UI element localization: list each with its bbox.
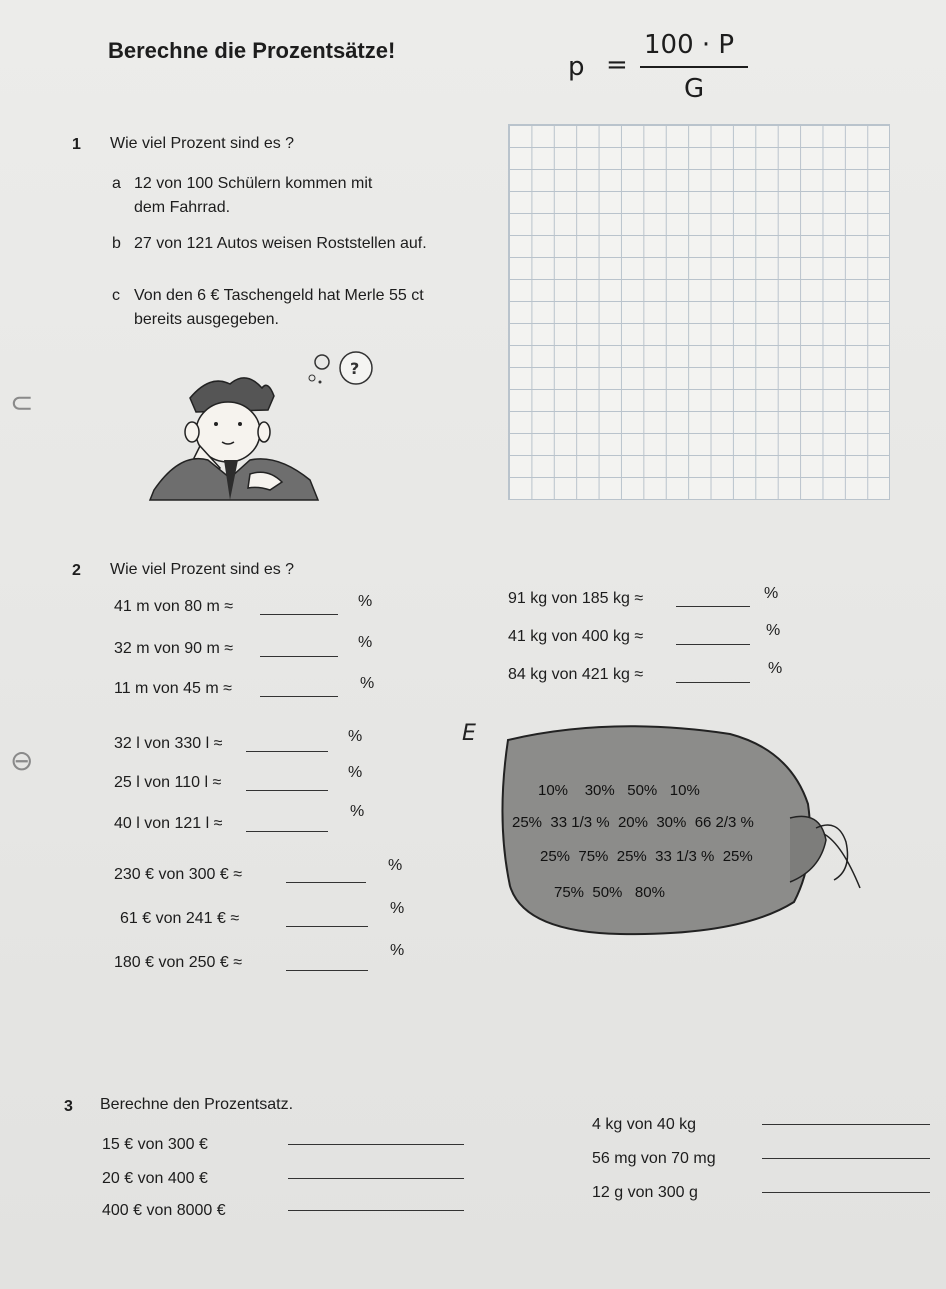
sack-value: 50% bbox=[592, 884, 623, 901]
sack-value: 20% bbox=[617, 814, 648, 831]
sack-value: 50% bbox=[627, 782, 658, 799]
percent-sign: % bbox=[390, 900, 405, 917]
percent-sign: % bbox=[766, 622, 781, 639]
margin-mark-top: ⊂ bbox=[10, 387, 34, 418]
task1-c-line1: Von den 6 € Taschengeld hat Merle 55 ct bbox=[134, 287, 424, 304]
task3-left-blank-2[interactable] bbox=[288, 1178, 464, 1179]
sack-row-2 bbox=[512, 814, 754, 831]
fraction-bar bbox=[640, 66, 748, 68]
percent-sign: % bbox=[764, 585, 779, 602]
task2-left-row-5: 25 l von 110 l ≈ bbox=[114, 774, 222, 791]
answer-sack-illustration bbox=[462, 710, 870, 960]
sack-value: 10% bbox=[669, 782, 700, 799]
task2-right-blank-1[interactable] bbox=[676, 606, 750, 607]
percent-sign: % bbox=[348, 728, 363, 745]
percent-sign: % bbox=[348, 764, 363, 781]
sack-value: 33 1/3 % bbox=[655, 848, 715, 865]
task1-b-letter: b bbox=[112, 235, 121, 252]
task2-left-blank-2[interactable] bbox=[260, 656, 338, 657]
percent-sign: % bbox=[768, 660, 783, 677]
percent-sign: % bbox=[358, 593, 373, 610]
task1-a-line1: 12 von 100 Schülern kommen mit bbox=[134, 175, 373, 192]
task1-number: 1 bbox=[72, 136, 81, 153]
task3-right-row-1: 4 kg von 40 kg bbox=[592, 1116, 697, 1133]
task3-right-row-3: 12 g von 300 g bbox=[592, 1184, 698, 1201]
formula-denominator: G bbox=[684, 74, 705, 104]
task2-right-row-2: 41 kg von 400 kg ≈ bbox=[508, 628, 644, 645]
percent-sign: % bbox=[360, 675, 375, 692]
sack-value: 75% bbox=[554, 884, 585, 901]
sack-row-4 bbox=[554, 884, 665, 901]
task3-left-row-3: 400 € von 8000 € bbox=[102, 1202, 226, 1219]
task3-heading: Berechne den Prozentsatz. bbox=[100, 1096, 294, 1113]
formula-equals: = bbox=[606, 50, 628, 80]
task2-right-row-1: 91 kg von 185 kg ≈ bbox=[508, 590, 644, 607]
sack-value: 10% bbox=[538, 782, 569, 799]
sack-value: 33 1/3 % bbox=[550, 814, 610, 831]
percent-sign: % bbox=[390, 942, 405, 959]
task2-left-blank-9[interactable] bbox=[286, 970, 368, 971]
answer-grid[interactable] bbox=[508, 124, 890, 500]
task2-left-row-3: 11 m von 45 m ≈ bbox=[114, 680, 232, 697]
sack-value: 30% bbox=[656, 814, 687, 831]
thought-bubble-question: ? bbox=[350, 359, 360, 378]
task2-left-row-9: 180 € von 250 € ≈ bbox=[114, 954, 242, 971]
task2-left-blank-4[interactable] bbox=[246, 751, 328, 752]
task3-left-blank-3[interactable] bbox=[288, 1210, 464, 1211]
sack-letter: E bbox=[462, 721, 476, 746]
task1-a-line2: dem Fahrrad. bbox=[134, 199, 231, 216]
task3-right-blank-3[interactable] bbox=[762, 1192, 930, 1193]
task1-b-line1: 27 von 121 Autos weisen Roststellen auf. bbox=[134, 235, 427, 252]
task2-right-row-3: 84 kg von 421 kg ≈ bbox=[508, 666, 644, 683]
sack-value: 25% bbox=[722, 848, 753, 865]
task2-left-blank-7[interactable] bbox=[286, 882, 366, 883]
sack-value: 80% bbox=[634, 884, 665, 901]
sack-value: 75% bbox=[578, 848, 609, 865]
worksheet-title: Berechne die Prozentsätze! bbox=[108, 38, 396, 63]
task2-left-blank-3[interactable] bbox=[260, 696, 338, 697]
task2-right-blank-2[interactable] bbox=[676, 644, 750, 645]
task2-left-row-6: 40 l von 121 l ≈ bbox=[114, 815, 223, 832]
task2-left-row-2: 32 m von 90 m ≈ bbox=[114, 640, 234, 657]
task3-number: 3 bbox=[64, 1098, 73, 1115]
task2-left-blank-6[interactable] bbox=[246, 831, 328, 832]
formula-numerator: 100 · P bbox=[644, 30, 735, 60]
task1-a-letter: a bbox=[112, 175, 121, 192]
task2-left-blank-8[interactable] bbox=[286, 926, 368, 927]
task3-right-blank-1[interactable] bbox=[762, 1124, 930, 1125]
sack-row-1 bbox=[538, 782, 700, 799]
sack-row-3 bbox=[540, 848, 753, 865]
task2-left-row-1: 41 m von 80 m ≈ bbox=[114, 598, 234, 615]
task3-left-blank-1[interactable] bbox=[288, 1144, 464, 1145]
task1-heading: Wie viel Prozent sind es ? bbox=[110, 135, 295, 152]
sack-value: 25% bbox=[512, 814, 543, 831]
task2-left-row-4: 32 l von 330 l ≈ bbox=[114, 735, 223, 752]
task3-right-row-2: 56 mg von 70 mg bbox=[592, 1150, 716, 1167]
task2-left-blank-1[interactable] bbox=[260, 614, 338, 615]
task2-heading: Wie viel Prozent sind es ? bbox=[110, 561, 295, 578]
task3-right-blank-2[interactable] bbox=[762, 1158, 930, 1159]
formula-lhs: p bbox=[568, 52, 585, 82]
task2-right-blank-3[interactable] bbox=[676, 682, 750, 683]
task1-c-letter: c bbox=[112, 287, 120, 304]
task3-left-row-1: 15 € von 300 € bbox=[102, 1136, 208, 1153]
sack-value: 30% bbox=[584, 782, 615, 799]
task2-number: 2 bbox=[72, 562, 81, 579]
thinking-boy-illustration bbox=[150, 340, 410, 510]
percent-sign: % bbox=[358, 634, 373, 651]
task3-left-row-2: 20 € von 400 € bbox=[102, 1170, 208, 1187]
task2-left-row-8: 61 € von 241 € ≈ bbox=[120, 910, 240, 927]
task2-left-blank-5[interactable] bbox=[246, 790, 328, 791]
sack-value: 66 2/3 % bbox=[694, 814, 754, 831]
percent-sign: % bbox=[350, 803, 365, 820]
task1-c-line2: bereits ausgegeben. bbox=[134, 311, 279, 328]
task2-left-row-7: 230 € von 300 € ≈ bbox=[114, 866, 242, 883]
percent-sign: % bbox=[388, 857, 403, 874]
sack-value: 25% bbox=[540, 848, 571, 865]
margin-mark-middle: ⊖ bbox=[10, 745, 34, 776]
sack-value: 25% bbox=[616, 848, 647, 865]
